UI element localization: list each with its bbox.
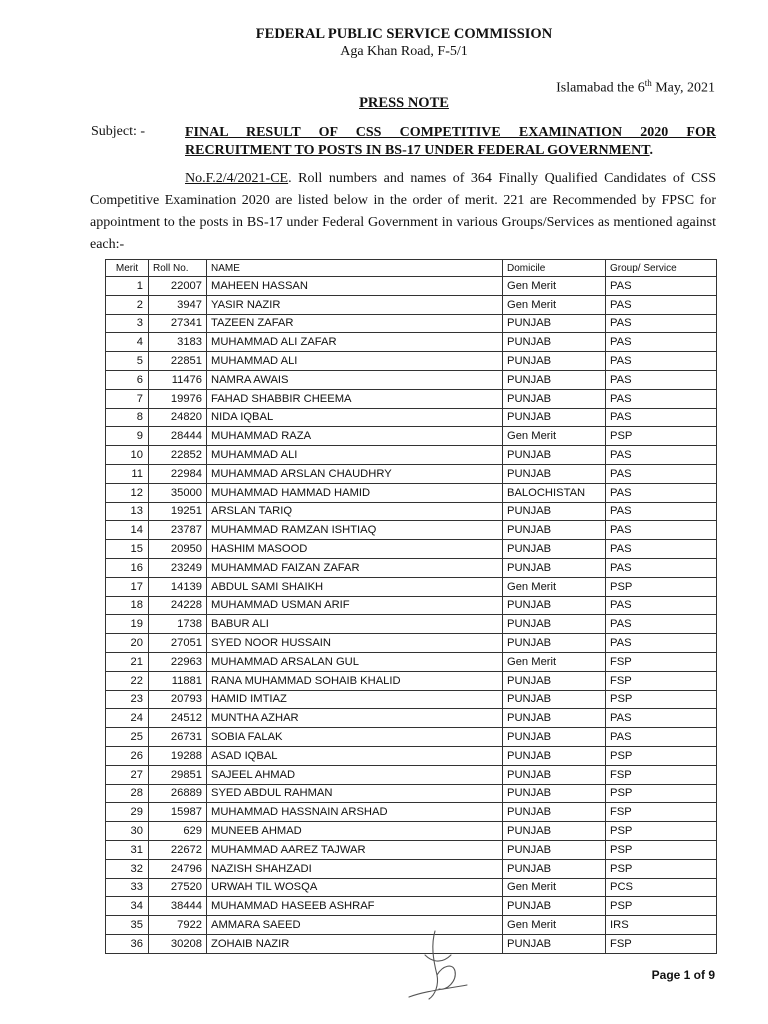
cell-merit: 35	[106, 916, 149, 935]
cell-merit: 29	[106, 803, 149, 822]
subject-label: Subject: -	[91, 124, 146, 139]
cell-domicile: PUNJAB	[503, 502, 606, 521]
cell-group-service: PSP	[606, 822, 717, 841]
cell-name: MUHAMMAD HASEEB ASHRAF	[207, 897, 503, 916]
cell-group-service: PAS	[606, 502, 717, 521]
cell-name: MUHAMMAD AAREZ TAJWAR	[207, 840, 503, 859]
subject-text	[185, 124, 716, 160]
cell-name: SYED NOOR HUSSAIN	[207, 634, 503, 653]
cell-name: MAHEEN HASSAN	[207, 277, 503, 296]
page-number: Page 1 of 9	[651, 968, 715, 982]
cell-merit: 28	[106, 784, 149, 803]
cell-merit: 18	[106, 596, 149, 615]
table-row	[106, 784, 717, 803]
table-row	[106, 671, 717, 690]
cell-roll-no: 27341	[149, 314, 207, 333]
cell-group-service: PAS	[606, 634, 717, 653]
table-header-row	[106, 260, 717, 277]
cell-merit: 25	[106, 728, 149, 747]
cell-merit: 5	[106, 352, 149, 371]
cell-name: FAHAD SHABBIR CHEEMA	[207, 389, 503, 408]
table-row	[106, 728, 717, 747]
cell-roll-no: 24228	[149, 596, 207, 615]
cell-roll-no: 22672	[149, 840, 207, 859]
cell-group-service: PAS	[606, 615, 717, 634]
cell-domicile: Gen Merit	[503, 577, 606, 596]
cell-merit: 34	[106, 897, 149, 916]
table-row	[106, 333, 717, 352]
cell-roll-no: 19251	[149, 502, 207, 521]
cell-roll-no: 22851	[149, 352, 207, 371]
cell-name: ZOHAIB NAZIR	[207, 934, 503, 953]
cell-domicile: Gen Merit	[503, 916, 606, 935]
cell-group-service: IRS	[606, 916, 717, 935]
cell-group-service: PAS	[606, 596, 717, 615]
cell-merit: 21	[106, 652, 149, 671]
table-row	[106, 577, 717, 596]
cell-name: MUHAMMAD ALI	[207, 446, 503, 465]
cell-group-service: FSP	[606, 765, 717, 784]
reference-number: No.F.2/4/2021-CE	[185, 171, 289, 186]
cell-roll-no: 19288	[149, 746, 207, 765]
date-ordinal: th	[644, 78, 652, 88]
table-row	[106, 746, 717, 765]
cell-roll-no: 35000	[149, 483, 207, 502]
header-merit: Merit	[106, 260, 149, 277]
table-row	[106, 295, 717, 314]
cell-roll-no: 27520	[149, 878, 207, 897]
cell-domicile: PUNJAB	[503, 746, 606, 765]
cell-group-service: PSP	[606, 746, 717, 765]
cell-merit: 33	[106, 878, 149, 897]
cell-domicile: PUNJAB	[503, 728, 606, 747]
cell-name: MUNTHA AZHAR	[207, 709, 503, 728]
cell-group-service: FSP	[606, 652, 717, 671]
cell-name: NAZISH SHAHZADI	[207, 859, 503, 878]
cell-roll-no: 629	[149, 822, 207, 841]
cell-group-service: PAS	[606, 295, 717, 314]
cell-name: RANA MUHAMMAD SOHAIB KHALID	[207, 671, 503, 690]
cell-name: URWAH TIL WOSQA	[207, 878, 503, 897]
cell-domicile: PUNJAB	[503, 822, 606, 841]
cell-merit: 20	[106, 634, 149, 653]
cell-group-service: PAS	[606, 370, 717, 389]
cell-merit: 1	[106, 277, 149, 296]
organization-address: Aga Khan Road, F-5/1	[340, 44, 468, 59]
cell-merit: 24	[106, 709, 149, 728]
cell-domicile: PUNJAB	[503, 540, 606, 559]
cell-name: MUHAMMAD RAZA	[207, 427, 503, 446]
cell-group-service: PAS	[606, 558, 717, 577]
cell-roll-no: 24820	[149, 408, 207, 427]
cell-name: TAZEEN ZAFAR	[207, 314, 503, 333]
cell-roll-no: 22852	[149, 446, 207, 465]
table-row	[106, 897, 717, 916]
cell-name: BABUR ALI	[207, 615, 503, 634]
intro-text: . Roll numbers and names of 364 Finally Qualified Candidates of CSS Competitive Examination 2020 are listed below in the order of merit. 221 are Recommended by FPSC for appointment to the posts in BS-17 under Federal Government in various Groups/Services as mentioned against each:-	[90, 171, 716, 252]
header-roll-no: Roll No.	[149, 260, 207, 277]
table-row	[106, 596, 717, 615]
cell-name: NIDA IQBAL	[207, 408, 503, 427]
cell-domicile: PUNJAB	[503, 558, 606, 577]
cell-group-service: PAS	[606, 709, 717, 728]
header-group-service: Group/ Service	[606, 260, 717, 277]
cell-domicile: Gen Merit	[503, 295, 606, 314]
cell-domicile: PUNJAB	[503, 389, 606, 408]
cell-domicile: PUNJAB	[503, 408, 606, 427]
cell-group-service: PAS	[606, 333, 717, 352]
cell-group-service: PAS	[606, 277, 717, 296]
cell-domicile: PUNJAB	[503, 634, 606, 653]
cell-group-service: PSP	[606, 840, 717, 859]
date-prefix: Islamabad the 6	[556, 80, 645, 96]
cell-domicile: PUNJAB	[503, 333, 606, 352]
cell-merit: 36	[106, 934, 149, 953]
table-row	[106, 822, 717, 841]
table-row	[106, 558, 717, 577]
table-row	[106, 765, 717, 784]
cell-roll-no: 30208	[149, 934, 207, 953]
intro-paragraph	[90, 168, 716, 256]
cell-roll-no: 14139	[149, 577, 207, 596]
table-row	[106, 277, 717, 296]
cell-merit: 14	[106, 521, 149, 540]
cell-domicile: Gen Merit	[503, 652, 606, 671]
cell-group-service: PSP	[606, 427, 717, 446]
header-name: NAME	[207, 260, 503, 277]
cell-merit: 8	[106, 408, 149, 427]
cell-group-service: FSP	[606, 934, 717, 953]
cell-domicile: PUNJAB	[503, 352, 606, 371]
table-row	[106, 314, 717, 333]
table-row	[106, 521, 717, 540]
cell-merit: 15	[106, 540, 149, 559]
cell-domicile: PUNJAB	[503, 897, 606, 916]
cell-merit: 27	[106, 765, 149, 784]
cell-roll-no: 22963	[149, 652, 207, 671]
table-row	[106, 840, 717, 859]
cell-merit: 26	[106, 746, 149, 765]
cell-roll-no: 24512	[149, 709, 207, 728]
cell-roll-no: 7922	[149, 916, 207, 935]
cell-domicile: PUNJAB	[503, 859, 606, 878]
cell-domicile: PUNJAB	[503, 671, 606, 690]
table-row	[106, 634, 717, 653]
cell-domicile: PUNJAB	[503, 803, 606, 822]
table-row	[106, 615, 717, 634]
cell-roll-no: 20793	[149, 690, 207, 709]
cell-roll-no: 15987	[149, 803, 207, 822]
cell-name: MUHAMMAD ARSLAN CHAUDHRY	[207, 464, 503, 483]
table-row	[106, 540, 717, 559]
press-note-title: PRESS NOTE	[359, 95, 449, 111]
cell-group-service: PAS	[606, 540, 717, 559]
cell-group-service: PSP	[606, 690, 717, 709]
cell-roll-no: 23249	[149, 558, 207, 577]
organization-title: FEDERAL PUBLIC SERVICE COMMISSION	[255, 26, 553, 42]
cell-group-service: PSP	[606, 859, 717, 878]
header-domicile: Domicile	[503, 260, 606, 277]
cell-domicile: PUNJAB	[503, 840, 606, 859]
cell-merit: 11	[106, 464, 149, 483]
cell-roll-no: 11881	[149, 671, 207, 690]
merit-list-table	[105, 259, 717, 954]
cell-roll-no: 26731	[149, 728, 207, 747]
table-row	[106, 709, 717, 728]
subject-heading: FINAL RESULT OF CSS COMPETITIVE EXAMINATION 2020 FOR RECRUITMENT TO POSTS IN BS-17 UNDER FEDERAL GOVERNMENT	[185, 125, 716, 158]
cell-group-service: PAS	[606, 389, 717, 408]
cell-domicile: PUNJAB	[503, 521, 606, 540]
table-row	[106, 690, 717, 709]
cell-roll-no: 3183	[149, 333, 207, 352]
cell-merit: 19	[106, 615, 149, 634]
cell-merit: 22	[106, 671, 149, 690]
cell-name: YASIR NAZIR	[207, 295, 503, 314]
cell-merit: 16	[106, 558, 149, 577]
table-row	[106, 878, 717, 897]
cell-roll-no: 26889	[149, 784, 207, 803]
cell-group-service: FSP	[606, 671, 717, 690]
cell-merit: 30	[106, 822, 149, 841]
cell-name: MUHAMMAD ALI ZAFAR	[207, 333, 503, 352]
cell-roll-no: 3947	[149, 295, 207, 314]
table-row	[106, 464, 717, 483]
cell-group-service: PAS	[606, 728, 717, 747]
cell-domicile: BALOCHISTAN	[503, 483, 606, 502]
cell-name: SAJEEL AHMAD	[207, 765, 503, 784]
cell-name: MUHAMMAD FAIZAN ZAFAR	[207, 558, 503, 577]
cell-domicile: PUNJAB	[503, 709, 606, 728]
table-row	[106, 370, 717, 389]
cell-roll-no: 27051	[149, 634, 207, 653]
cell-name: MUHAMMAD ARSALAN GUL	[207, 652, 503, 671]
cell-merit: 13	[106, 502, 149, 521]
cell-merit: 9	[106, 427, 149, 446]
table-row	[106, 427, 717, 446]
cell-domicile: PUNJAB	[503, 784, 606, 803]
cell-name: MUHAMMAD RAMZAN ISHTIAQ	[207, 521, 503, 540]
cell-merit: 12	[106, 483, 149, 502]
table-row	[106, 483, 717, 502]
cell-merit: 3	[106, 314, 149, 333]
cell-roll-no: 28444	[149, 427, 207, 446]
cell-domicile: PUNJAB	[503, 934, 606, 953]
cell-roll-no: 29851	[149, 765, 207, 784]
cell-merit: 2	[106, 295, 149, 314]
cell-name: MUHAMMAD HASSNAIN ARSHAD	[207, 803, 503, 822]
cell-name: MUHAMMAD HAMMAD HAMID	[207, 483, 503, 502]
cell-group-service: PAS	[606, 483, 717, 502]
cell-merit: 31	[106, 840, 149, 859]
cell-group-service: PCS	[606, 878, 717, 897]
cell-name: AMMARA SAEED	[207, 916, 503, 935]
cell-name: SOBIA FALAK	[207, 728, 503, 747]
cell-merit: 32	[106, 859, 149, 878]
cell-merit: 6	[106, 370, 149, 389]
cell-roll-no: 19976	[149, 389, 207, 408]
cell-roll-no: 1738	[149, 615, 207, 634]
cell-group-service: PSP	[606, 897, 717, 916]
table-row	[106, 408, 717, 427]
cell-domicile: PUNJAB	[503, 446, 606, 465]
cell-name: HAMID IMTIAZ	[207, 690, 503, 709]
table-row	[106, 502, 717, 521]
cell-merit: 10	[106, 446, 149, 465]
cell-roll-no: 24796	[149, 859, 207, 878]
cell-domicile: PUNJAB	[503, 690, 606, 709]
cell-merit: 17	[106, 577, 149, 596]
table-row	[106, 803, 717, 822]
merit-table-body	[106, 277, 717, 954]
cell-domicile: PUNJAB	[503, 615, 606, 634]
table-row	[106, 352, 717, 371]
cell-name: NAMRA AWAIS	[207, 370, 503, 389]
cell-name: MUHAMMAD ALI	[207, 352, 503, 371]
cell-group-service: FSP	[606, 803, 717, 822]
cell-name: ABDUL SAMI SHAIKH	[207, 577, 503, 596]
cell-name: SYED ABDUL RAHMAN	[207, 784, 503, 803]
cell-name: ASAD IQBAL	[207, 746, 503, 765]
cell-group-service: PAS	[606, 464, 717, 483]
cell-domicile: Gen Merit	[503, 878, 606, 897]
cell-roll-no: 22984	[149, 464, 207, 483]
table-row	[106, 652, 717, 671]
date-suffix: May, 2021	[651, 80, 715, 96]
cell-group-service: PSP	[606, 784, 717, 803]
cell-domicile: PUNJAB	[503, 464, 606, 483]
cell-merit: 4	[106, 333, 149, 352]
cell-roll-no: 23787	[149, 521, 207, 540]
cell-group-service: PAS	[606, 521, 717, 540]
table-row	[106, 389, 717, 408]
cell-name: MUNEEB AHMAD	[207, 822, 503, 841]
cell-group-service: PAS	[606, 314, 717, 333]
cell-roll-no: 22007	[149, 277, 207, 296]
cell-name: HASHIM MASOOD	[207, 540, 503, 559]
cell-group-service: PAS	[606, 446, 717, 465]
cell-name: MUHAMMAD USMAN ARIF	[207, 596, 503, 615]
cell-domicile: PUNJAB	[503, 596, 606, 615]
subject-end: .	[649, 143, 654, 158]
dateline	[556, 78, 715, 97]
table-row	[106, 446, 717, 465]
cell-group-service: PAS	[606, 352, 717, 371]
cell-merit: 7	[106, 389, 149, 408]
cell-domicile: PUNJAB	[503, 765, 606, 784]
cell-roll-no: 11476	[149, 370, 207, 389]
cell-domicile: Gen Merit	[503, 427, 606, 446]
cell-group-service: PAS	[606, 408, 717, 427]
cell-domicile: PUNJAB	[503, 370, 606, 389]
cell-domicile: Gen Merit	[503, 277, 606, 296]
cell-roll-no: 20950	[149, 540, 207, 559]
cell-name: ARSLAN TARIQ	[207, 502, 503, 521]
signature-mark	[395, 925, 475, 1005]
cell-roll-no: 38444	[149, 897, 207, 916]
cell-group-service: PSP	[606, 577, 717, 596]
table-row	[106, 859, 717, 878]
cell-merit: 23	[106, 690, 149, 709]
cell-domicile: PUNJAB	[503, 314, 606, 333]
